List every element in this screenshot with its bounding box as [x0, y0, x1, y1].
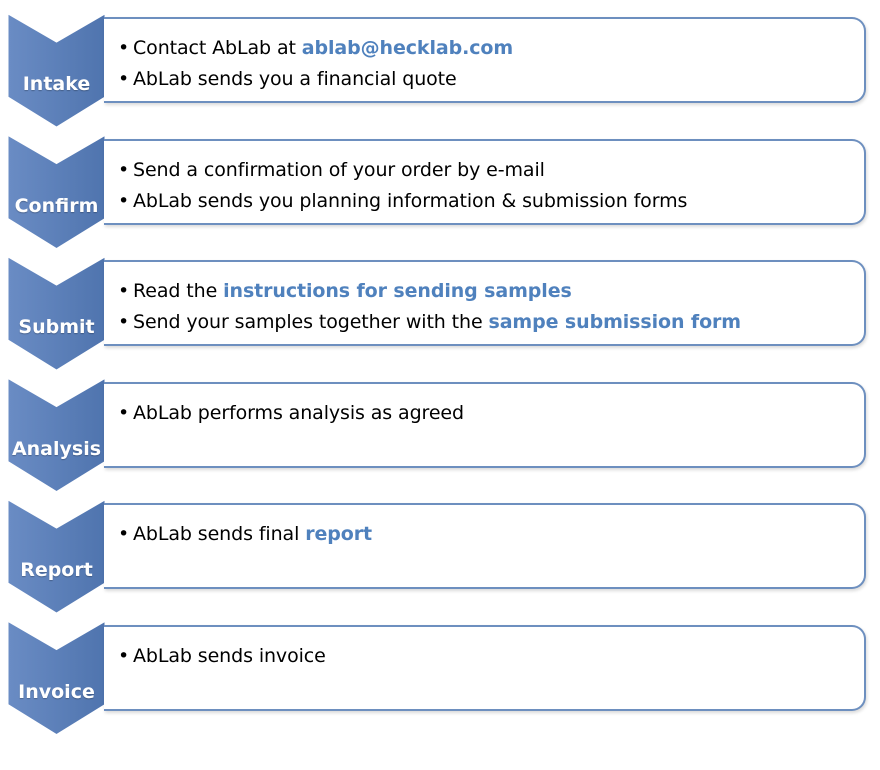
bullet-text: Read the	[133, 280, 224, 302]
bullet-item	[118, 64, 513, 95]
chevron-invoice	[8, 622, 105, 735]
bullet-item	[118, 641, 326, 672]
bullet-text: Send your samples together with the	[133, 311, 489, 333]
bullet-item	[118, 155, 687, 186]
step-description-box	[104, 503, 866, 589]
step-label: Analysis	[11, 437, 102, 460]
bullet-list	[118, 276, 741, 338]
bullet-icon: •	[118, 644, 130, 667]
step-description-box	[104, 139, 866, 225]
bullet-item	[118, 307, 741, 338]
bullet-text: Send a confirmation of your order by e-mail	[133, 158, 545, 181]
chevron-confirm	[8, 136, 105, 249]
bullet-list	[118, 155, 687, 217]
step-label: Submit	[18, 316, 95, 338]
step-label: Report	[20, 559, 93, 581]
bullet-text: AbLab sends final	[133, 523, 306, 545]
bullet-item	[118, 276, 741, 307]
bullet-text: AbLab sends you planning information & submission forms	[133, 189, 688, 212]
bullet-item	[118, 519, 372, 550]
step-description-box	[104, 260, 866, 346]
bullet-icon: •	[118, 158, 130, 181]
chevron-submit	[8, 257, 105, 370]
bullet-text: AbLab sends invoice	[133, 644, 326, 667]
bullet-text: AbLab performs analysis as agreed	[133, 401, 464, 424]
link-text[interactable]: sampe submission form	[488, 311, 741, 333]
bullet-icon: •	[118, 280, 130, 302]
step-description-box	[104, 625, 866, 711]
step-label: Intake	[22, 73, 91, 95]
bullet-list	[118, 641, 326, 672]
chevron-report	[8, 500, 105, 613]
bullet-item	[118, 186, 687, 217]
chevron-analysis	[8, 379, 105, 492]
bullet-icon: •	[118, 189, 130, 212]
bullet-icon: •	[118, 311, 130, 333]
bullet-list	[118, 519, 372, 550]
link-text[interactable]: instructions for sending samples	[223, 280, 572, 302]
step-label: Invoice	[18, 680, 95, 703]
bullet-icon: •	[118, 37, 130, 59]
bullet-text: AbLab sends you a financial quote	[133, 68, 457, 90]
step-description-box	[104, 382, 866, 468]
chevron-intake	[8, 14, 105, 127]
bullet-list	[118, 398, 464, 429]
step-label: Confirm	[14, 194, 99, 217]
bullet-item	[118, 33, 513, 64]
link-text[interactable]: report	[305, 523, 372, 545]
link-text[interactable]: ablab@hecklab.com	[301, 37, 514, 59]
bullet-list	[118, 33, 513, 95]
bullet-icon: •	[118, 523, 130, 545]
step-description-box	[104, 17, 866, 103]
bullet-item	[118, 398, 464, 429]
bullet-text: Contact AbLab at	[133, 37, 302, 59]
bullet-icon: •	[118, 68, 130, 90]
bullet-icon: •	[118, 401, 130, 424]
